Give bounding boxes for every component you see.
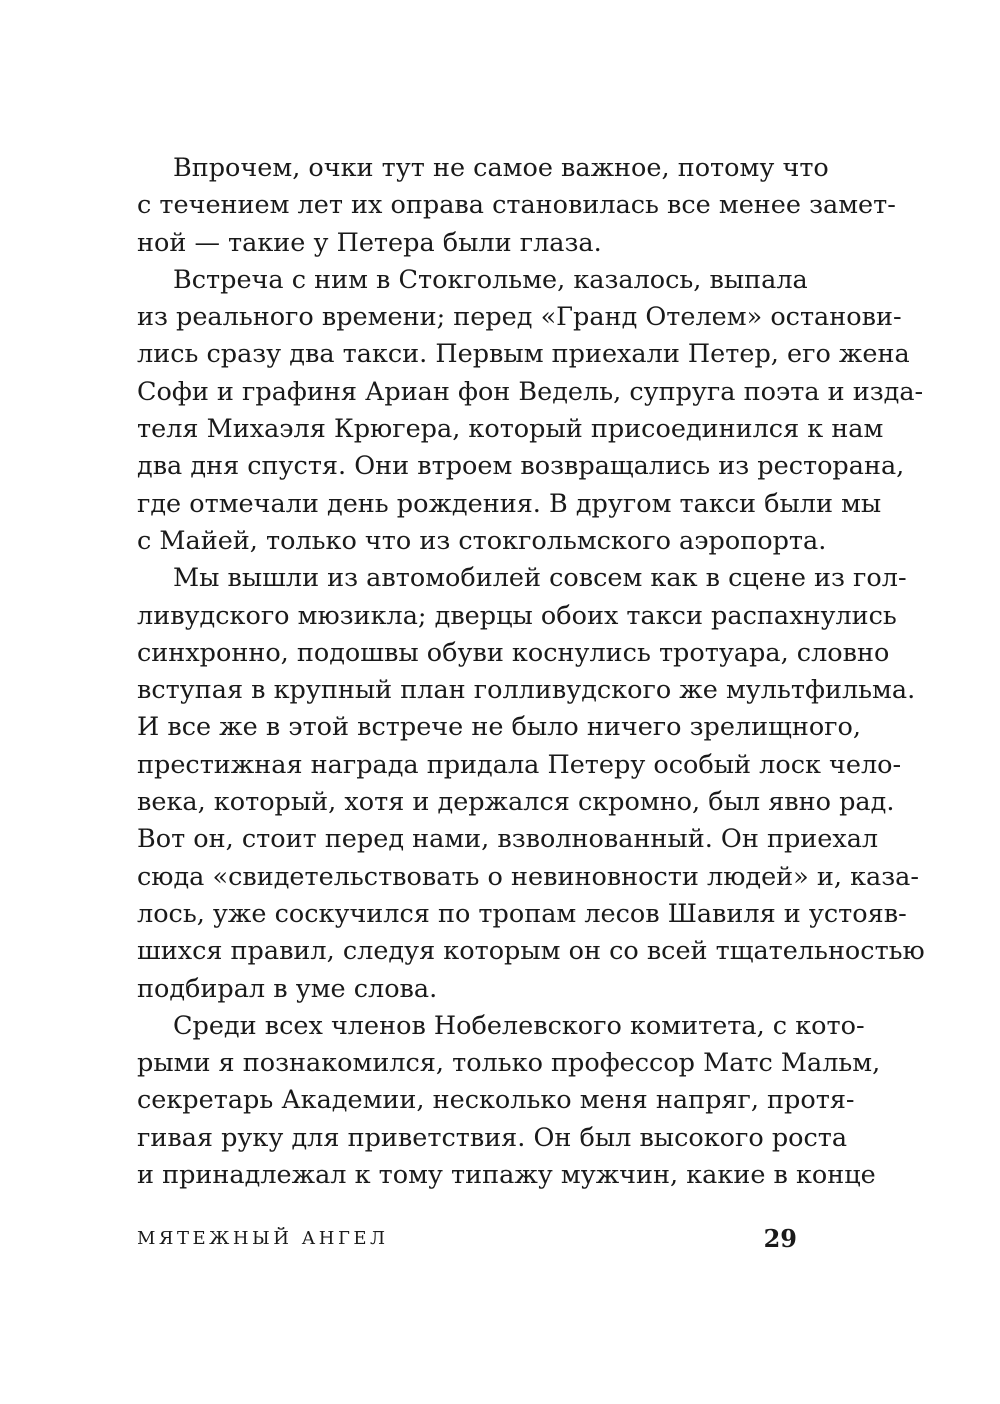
body-text xyxy=(137,150,925,1194)
text-line: теля Михаэля Крюгера, который присоединился к нам xyxy=(137,414,884,445)
text-line: подбирал в уме слова. xyxy=(137,973,438,1004)
text-line: и принадлежал к тому типажу мужчин, какие в конце xyxy=(137,1160,876,1191)
text-line: И все же в этой встрече не было ничего зрелищного, xyxy=(137,712,861,743)
text-line: лись сразу два такси. Первым приехали Петер, его жена xyxy=(137,339,910,370)
text-line: вступая в крупный план голливудского же мультфильма. xyxy=(137,675,916,706)
text-line: секретарь Академии, несколько меня напряг, протя- xyxy=(137,1085,855,1116)
text-line: с течением лет их оправа становилась все менее замет- xyxy=(137,190,896,221)
text-line: ливудского мюзикла; дверцы обоих такси распахнулись xyxy=(137,600,897,631)
running-title: МЯТЕЖНЫЙ АНГЕЛ xyxy=(137,1228,389,1249)
text-line: Мы вышли из автомобилей совсем как в сцене из гол- xyxy=(173,563,907,594)
text-line: гивая руку для приветствия. Он был высокого роста xyxy=(137,1122,848,1153)
text-line: синхронно, подошвы обуви коснулись тротуара, словно xyxy=(137,637,890,668)
text-line: рыми я познакомился, только профессор Матс Мальм, xyxy=(137,1048,881,1079)
text-line: с Майей, только что из стокгольмского аэропорта. xyxy=(137,525,827,556)
text-line: Впрочем, очки тут не самое важное, потому что xyxy=(173,153,829,183)
text-line: два дня спустя. Они втроем возвращались из ресторана, xyxy=(137,451,905,482)
page-number: 29 xyxy=(763,1224,797,1253)
text-line: из реального времени; перед «Гранд Отелем» останови- xyxy=(137,302,902,333)
text-line: ной — такие у Петера были глаза. xyxy=(137,227,602,258)
text-line: Софи и графиня Ариан фон Ведель, супруга поэта и изда- xyxy=(137,376,924,407)
page-footer xyxy=(137,1222,797,1256)
text-line: лось, уже соскучился по тропам лесов Шавиля и устояв- xyxy=(137,898,907,929)
text-line: где отмечали день рождения. В другом такси были мы xyxy=(137,488,882,519)
text-line: века, который, хотя и держался скромно, был явно рад. xyxy=(137,787,895,818)
text-line: сюда «свидетельствовать о невиновности людей» и, каза- xyxy=(137,861,919,892)
text-line: шихся правил, следуя которым он со всей тщательностью xyxy=(137,936,925,967)
text-line: престижная награда придала Петеру особый лоск чело- xyxy=(137,749,902,780)
text-line: Вот он, стоит перед нами, взволнованный. Он приехал xyxy=(137,824,879,855)
text-line: Среди всех членов Нобелевского комитета, с кото- xyxy=(173,1010,865,1041)
text-line: Встреча с ним в Стокгольме, казалось, выпала xyxy=(173,264,808,295)
